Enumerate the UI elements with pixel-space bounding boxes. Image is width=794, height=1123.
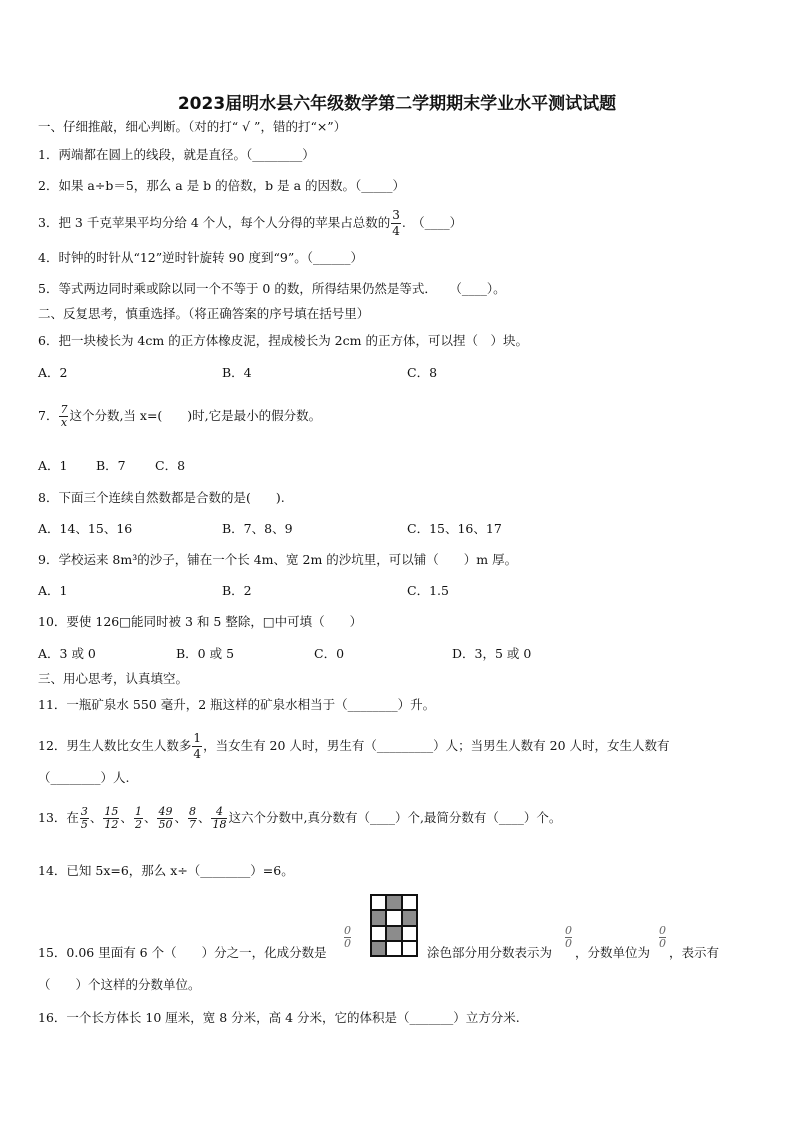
grid-cell-empty [402,941,417,956]
section-2-heading: 二、反复思考，慎重选择。（将正确答案的序号填在括号里） [38,306,370,321]
q9-option-b: B．2 [222,583,252,598]
question-7-prefix: 7． [38,408,59,423]
ghost-numerator: 0 [344,924,351,937]
fraction-8-7 [188,806,197,831]
question-15-part4: ，表示有 [669,945,720,960]
fraction-denominator: 7 [188,818,196,831]
fraction-denominator: 50 [158,818,173,831]
question-13 [38,806,561,831]
fraction-denominator: 4 [193,747,202,761]
q10-option-d: D．3，5 或 0 [452,646,532,661]
fraction-3-5 [80,806,89,831]
question-13-pre: 13．在 [38,810,79,825]
q8-option-b: B．7、8、9 [222,521,293,536]
grid-cell-shaded [371,941,386,956]
fraction-3-4 [391,208,401,239]
question-12 [38,731,670,762]
grid-cell-empty [402,926,417,941]
question-10: 10．要使 126□能同时被 3 和 5 整除，□中可填（ ） [38,614,363,629]
question-11: 11．一瓶矿泉水 550 毫升，2 瓶这样的矿泉水相当于（________）升。 [38,697,436,712]
question-3-tail: . （____） [401,215,463,230]
fraction-denominator: x [60,416,68,429]
question-15-line2: （ ）个这样的分数单位。 [38,977,201,992]
fraction-49-50 [157,806,173,831]
fraction-denominator: 18 [212,818,227,831]
question-12-pre: 12．男生人数比女生人数多 [38,738,192,753]
page-title: 2023届明水县六年级数学第二学期期末学业水平测试试题 [177,94,617,114]
grid-cell-empty [402,895,417,910]
separator: 、 [174,810,187,825]
q10-option-c: C．0 [314,646,345,661]
blank-fraction-1 [344,925,351,950]
q7-option-b: B．7 [96,458,126,473]
question-7-text: 这个分数,当 x=( )时,它是最小的假分数。 [69,408,322,423]
question-1: 1．两端都在圆上的线段，就是直径。（________） [38,147,315,162]
fraction-numerator: 7 [60,403,68,416]
question-4: 4．时钟的时针从“12”逆时针旋转 90 度到“9”。（______） [38,250,363,265]
grid-cell-empty [386,910,401,925]
fraction-numerator: 1 [193,731,202,745]
grid-cell-shaded [402,910,417,925]
separator: 、 [197,810,211,825]
question-9: 9．学校运来 8m³的沙子，铺在一个长 4m、宽 2m 的沙坑里，可以铺（ ）m 厚。 [38,552,518,567]
question-6: 6．把一块棱长为 4cm 的正方体橡皮泥，捏成棱长为 2cm 的正方体，可以捏（ ）块。 [38,333,528,348]
grid-cell-shaded [371,910,386,925]
question-3-text: 3．把 3 千克苹果平均分给 4 个人，每个人分得的苹果占总数的 [38,215,391,230]
question-12-line2: （________）人. [38,770,130,785]
separator: 、 [89,810,103,825]
fraction-denominator: 5 [80,818,88,831]
q7-option-a: A．1 [38,458,68,473]
question-8: 8．下面三个连续自然数都是合数的是( ). [38,490,285,505]
q9-option-c: C．1.5 [407,583,449,598]
fraction-numerator: 49 [158,805,173,818]
fraction-numerator: 8 [188,805,196,818]
section-3-heading: 三、用心思考，认真填空。 [38,671,189,686]
fraction-7-x [59,404,68,429]
section-1-heading: 一、仔细推敲，细心判断。（对的打“ √ ”，错的打“×”） [38,119,347,134]
grid-cell-empty [371,926,386,941]
fraction-denominator: 4 [392,224,400,238]
q7-option-c: C．8 [155,458,186,473]
fraction-numerator: 4 [211,806,227,819]
fraction-numerator: 3 [392,208,400,222]
question-14: 14．已知 5x=6，那么 x÷（________）=6。 [38,863,294,878]
fraction-numerator: 1 [134,805,142,818]
separator: 、 [120,810,133,825]
question-2: 2．如果 a÷b＝5，那么 a 是 b 的倍数，b 是 a 的因数。（_____） [38,178,406,193]
grid-cell-shaded [386,926,401,941]
ghost-denominator: 0 [565,937,572,950]
fraction-4-18 [211,806,227,831]
q8-option-c: C．15、16、17 [407,521,502,536]
question-5: 5．等式两边同时乘或除以同一个不等于 0 的数，所得结果仍然是等式． （____）。 [38,281,506,296]
question-12-post: ，当女生有 20 人时，男生有（_________）人；当男生人数有 20 人时，女生人数有 [203,738,670,753]
ghost-numerator: 0 [565,924,572,937]
q8-option-a: A．14、15、16 [38,521,133,536]
ghost-denominator: 0 [344,937,351,950]
fraction-15-12 [103,806,119,831]
fraction-1-2 [134,806,143,831]
shaded-grid-figure [370,894,418,957]
fraction-numerator: 15 [104,805,119,818]
question-16: 16．一个长方体长 10 厘米，宽 8 分米，高 4 分米，它的体积是（_______）立方分米. [38,1010,520,1025]
separator: 、 [143,810,157,825]
blank-fraction-2 [565,925,572,950]
question-15 [38,944,327,962]
ghost-numerator: 0 [659,924,666,937]
grid-cell-empty [371,895,386,910]
grid-cell-shaded [386,895,401,910]
blank-fraction-3 [659,925,666,950]
question-7 [38,404,321,429]
question-15-part3: ，分数单位为 [575,945,651,960]
q6-option-a: A．2 [38,365,68,380]
question-15-part1: 15．0.06 里面有 6 个（ ）分之一，化成分数是 [38,945,327,960]
q6-option-c: C．8 [407,365,438,380]
question-15-part2: 涂色部分用分数表示为 [427,945,553,960]
fraction-denominator: 12 [104,818,119,831]
ghost-denominator: 0 [659,937,666,950]
fraction-1-4 [192,731,202,762]
q10-option-a: A．3 或 0 [38,646,96,661]
fraction-denominator: 2 [134,818,142,831]
question-13-post: 这六个分数中,真分数有（____）个,最简分数有（____）个。 [228,810,562,825]
fraction-numerator: 3 [80,805,88,818]
question-3 [38,208,462,239]
q9-option-a: A．1 [38,583,68,598]
q6-option-b: B．4 [222,365,252,380]
grid-cell-empty [386,941,401,956]
q10-option-b: B．0 或 5 [176,646,235,661]
